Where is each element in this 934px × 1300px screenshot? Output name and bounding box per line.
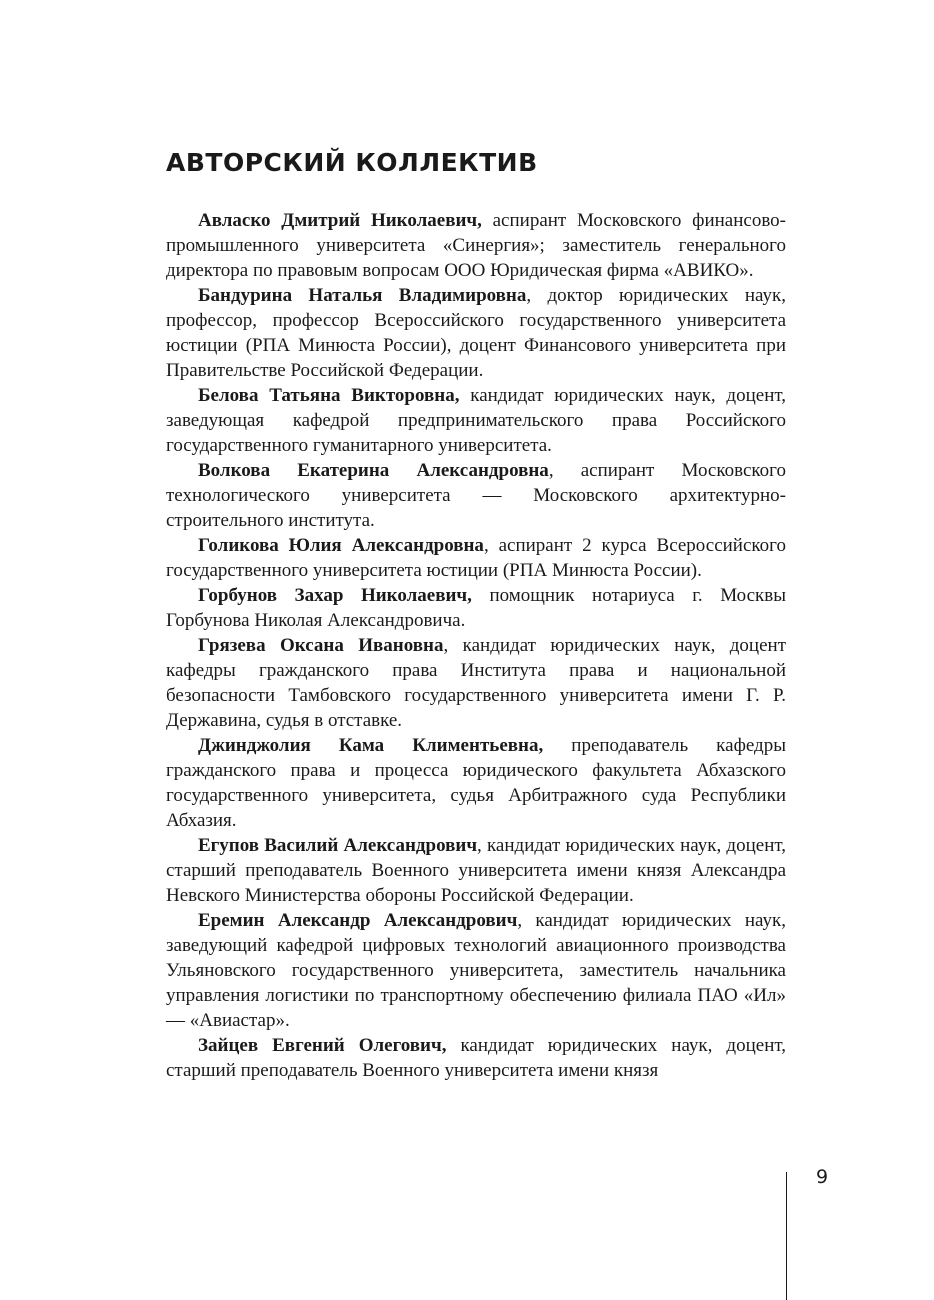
author-entry-egupov <box>166 833 786 908</box>
author-name: Горбунов Захар Николаевич, <box>198 585 472 606</box>
author-name: Волкова Екатерина Александровна <box>198 460 549 481</box>
author-name: Зайцев Евгений Олегович, <box>198 1035 447 1056</box>
author-description: , кандидат юридических наук, доцент, старший преподаватель Военного университета имени князя Александра Невского Министерства обороны Российской Федерации. <box>166 835 786 906</box>
page-number: 9 <box>816 1166 829 1188</box>
author-description: преподаватель кафедры гражданского права и процесса юридического факультета Абхазского государственного университета, судья Арбитражного суда Республики Абхазия. <box>166 735 786 831</box>
author-entry-gryazeva <box>166 633 786 733</box>
author-entry-eremin <box>166 908 786 1033</box>
page-number-divider <box>786 1172 787 1300</box>
author-entry-volkova <box>166 458 786 533</box>
author-name: Егупов Василий Александрович <box>198 835 478 856</box>
author-entry-dzhindzholiya <box>166 733 786 833</box>
author-entry-golikova <box>166 533 786 583</box>
author-description: , кандидат юридических наук, заведующий кафедрой цифровых технологий авиационного производства Ульяновского государственного университета, заместитель начальника управления логистики по транспортному обеспечению филиала ПАО «Ил» — «Авиастар». <box>166 910 786 1031</box>
author-name: Белова Татьяна Викторовна, <box>198 385 460 406</box>
author-name: Авласко Дмитрий Николаевич, <box>198 210 482 231</box>
author-name: Еремин Александр Александрович <box>198 910 518 931</box>
author-description: , аспирант Московского технологического университета — Московского архитектурно-строительного института. <box>166 460 786 531</box>
author-description: , доктор юридических наук, профессор, профессор Всероссийского государственного университета юстиции (РПА Минюста России), доцент Финансового университета при Правительстве Российской Федерации. <box>166 285 787 381</box>
author-description: кандидат юридических наук, доцент, старший преподаватель Военного университета имени князя <box>166 1035 786 1081</box>
author-entry-belova <box>166 383 786 458</box>
author-name: Грязева Оксана Ивановна <box>198 635 444 656</box>
author-name: Джинджолия Кама Климентьевна, <box>198 735 544 756</box>
author-entry-gorbunov <box>166 583 786 633</box>
author-list <box>166 208 786 1083</box>
author-description: кандидат юридических наук, доцент, заведующая кафедрой предпринимательского права Российского государственного гуманитарного университета. <box>166 385 786 456</box>
author-description: , кандидат юридических наук, доцент кафедры гражданского права Института права и национальной безопасности Тамбовского государственного университета имени Г. Р. Державина, судья в отставке. <box>166 635 787 731</box>
page-title: АВТОРСКИЙ КОЛЛЕКТИВ <box>166 148 538 177</box>
author-description: , аспирант 2 курса Всероссийского государственного университета юстиции (РПА Минюста России). <box>166 535 786 581</box>
author-description: помощник нотариуса г. Москвы Горбунова Николая Александровича. <box>166 585 787 631</box>
author-entry-bandurina <box>166 283 786 383</box>
author-name: Голикова Юлия Александровна <box>198 535 484 556</box>
author-name: Бандурина Наталья Владимировна <box>198 285 527 306</box>
author-description: аспирант Московского финансово-промышленного университета «Синергия»; заместитель генерального директора по правовым вопросам ООО Юридическая фирма «АВИКО». <box>166 210 786 281</box>
author-entry-zaytsev <box>166 1033 786 1083</box>
author-entry-avlasko <box>166 208 786 283</box>
